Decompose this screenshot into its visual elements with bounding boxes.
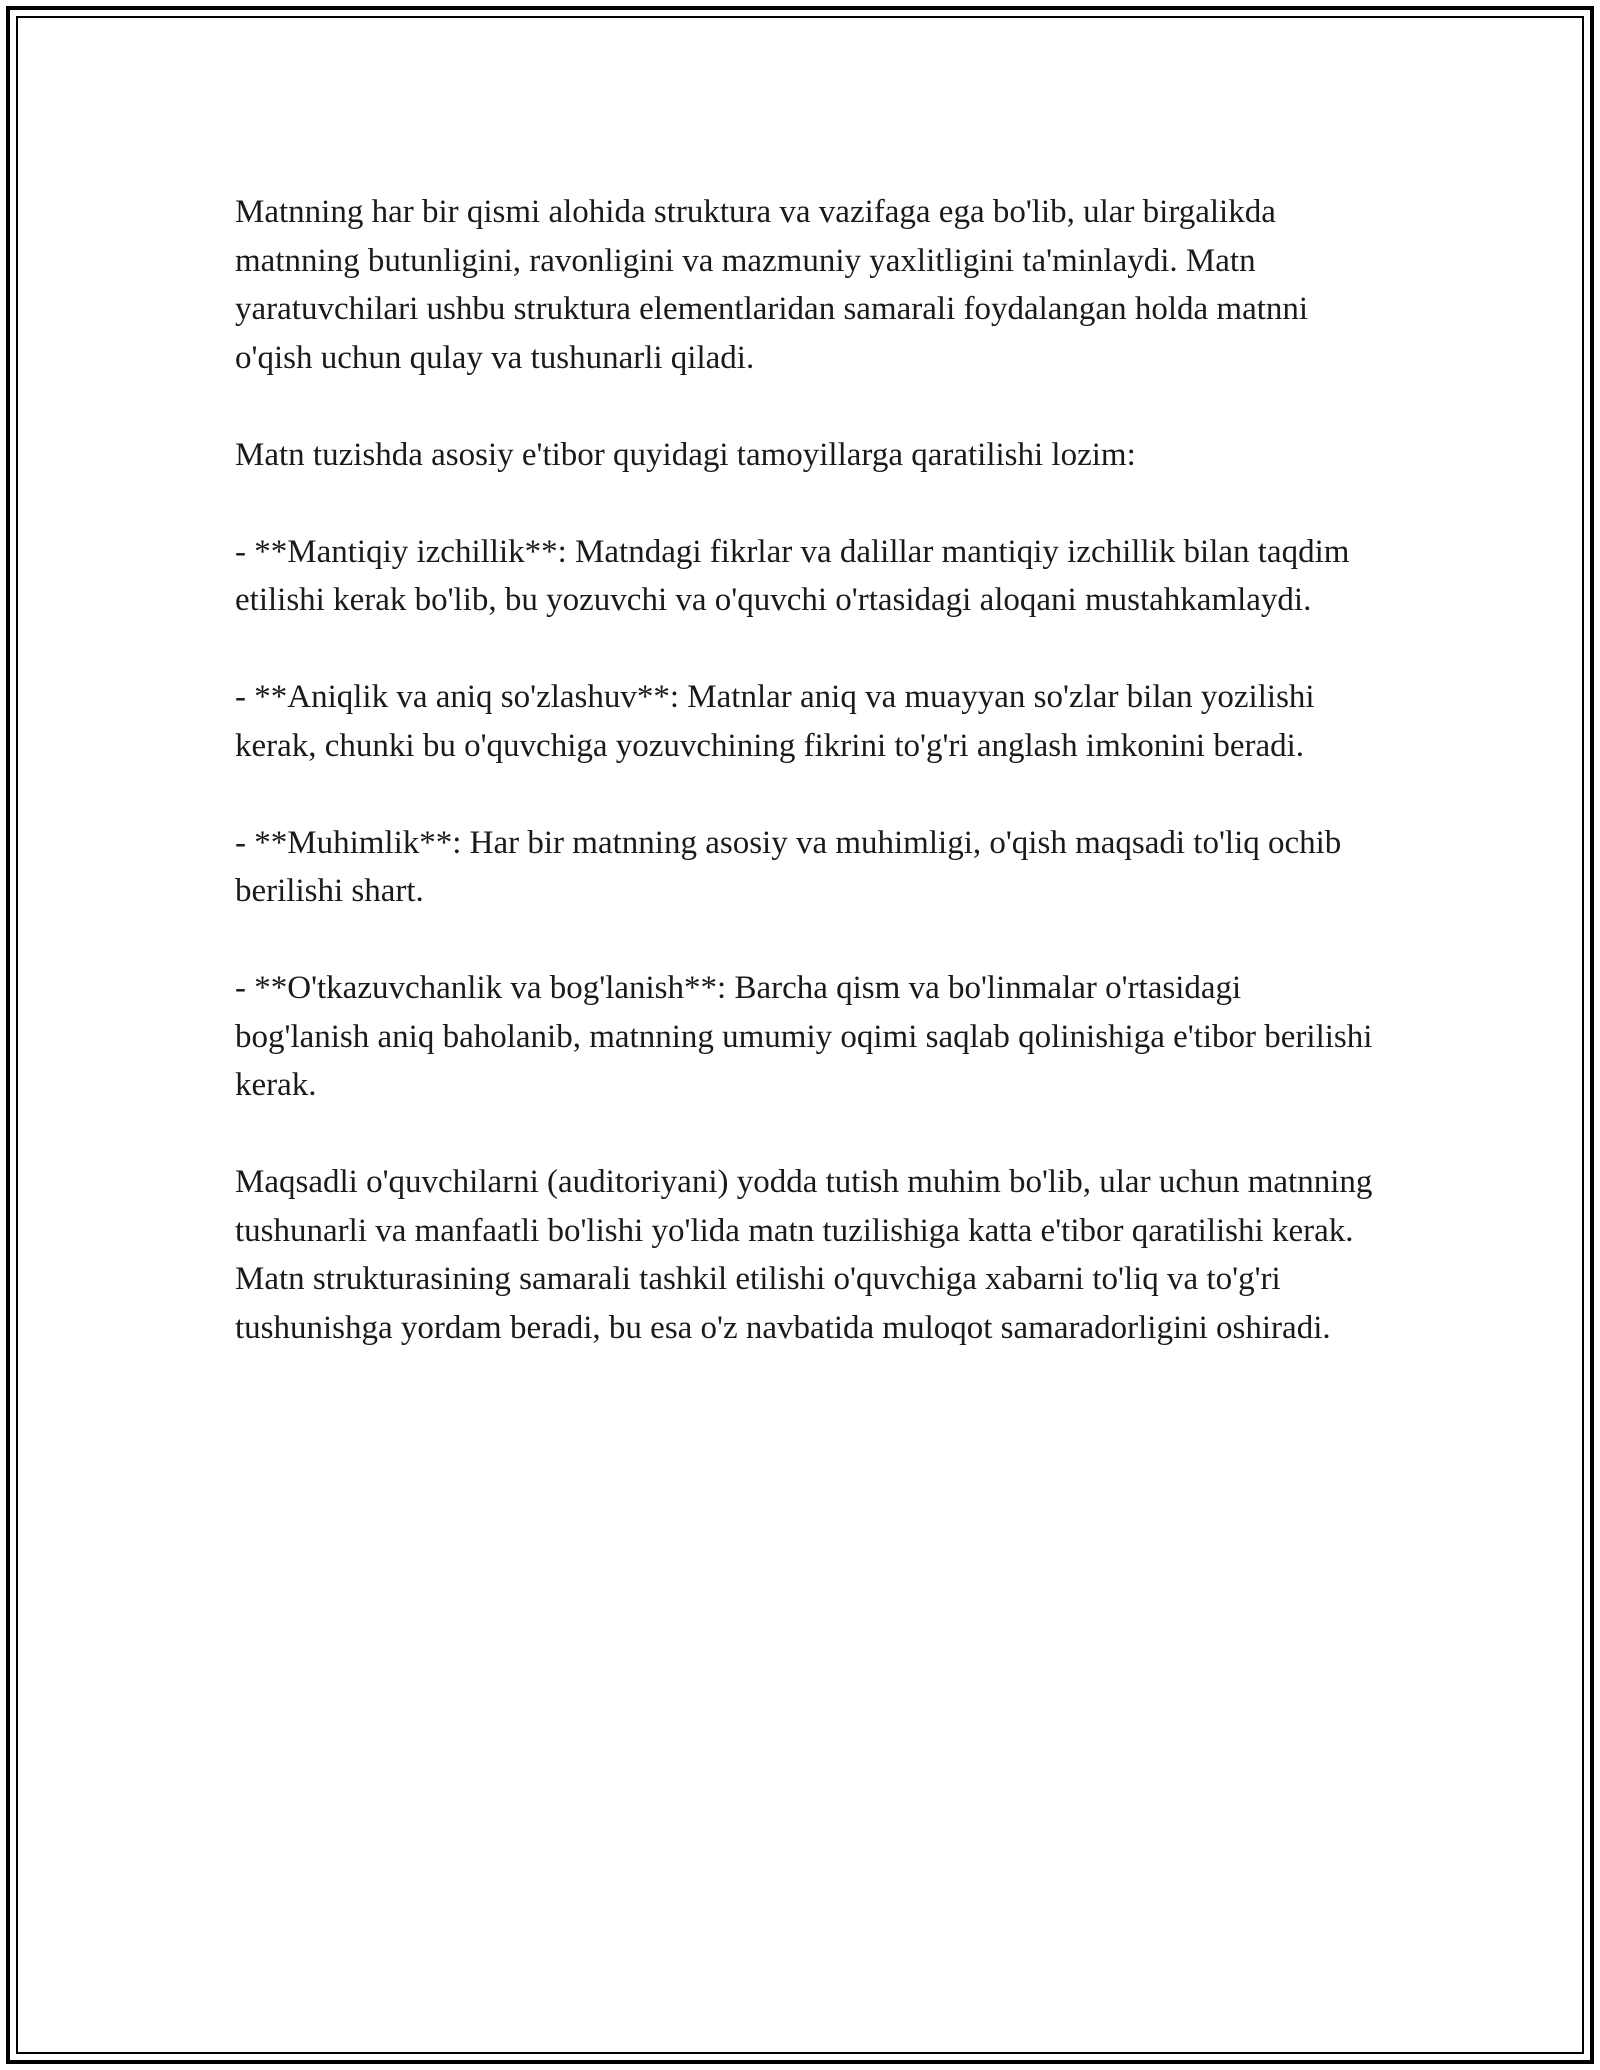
- list-item-logical-consistency: - **Mantiqiy izchillik**: Matndagi fikrlar va dalillar mantiqiy izchillik bilan taqdim etilishi kerak bo'lib, bu yozuvchi va o'quvchi o'rtasidagi aloqani mustahkamlaydi.: [235, 533, 1350, 618]
- paragraph-intro: Matnning har bir qismi alohida struktura va vazifaga ega bo'lib, ular birgalikda matnning butunligini, ravonligini va mazmuniy yaxlitligini ta'minlaydi. Matn yaratuvchilari ushbu struktura elementlaridan samarali foydalangan holda matnni o'qish uchun qulay va tushunarli qiladi.: [235, 194, 1309, 376]
- paragraph-conclusion: Maqsadli o'quvchilarni (auditoriyani) yodda tutish muhim bo'lib, ular uchun matnning tushunarli va manfaatli bo'lishi yo'lida matn tuzilishiga katta e'tibor qaratilishi kerak. Matn strukturasining samarali tashkil etilishi o'quvchiga xabarni to'liq va to'g'ri tushunishga yordam beradi, bu esa o'z navbatida muloqot samaradorligini oshiradi.: [235, 1164, 1373, 1346]
- paragraph-principles-lead: Matn tuzishda asosiy e'tibor quyidagi tamoyillarga qaratilishi lozim:: [235, 436, 1136, 473]
- list-item-cohesion: - **O'tkazuvchanlik va bog'lanish**: Barcha qism va bo'linmalar o'rtasidagi bog'lanish aniq baholanib, matnning umumiy oqimi saqlab qolinishiga e'tibor berilishi kerak.: [235, 970, 1373, 1103]
- list-item-clarity: - **Aniqlik va aniq so'zlashuv**: Matnlar aniq va muayyan so'zlar bilan yozilishi kerak, chunki bu o'quvchiga yozuvchining fikrini to'g'ri anglash imkonini beradi.: [235, 679, 1315, 764]
- document-body: [235, 188, 1375, 1352]
- list-item-importance: - **Muhimlik**: Har bir matnning asosiy va muhimligi, o'qish maqsadi to'liq ochib berilishi shart.: [235, 824, 1342, 909]
